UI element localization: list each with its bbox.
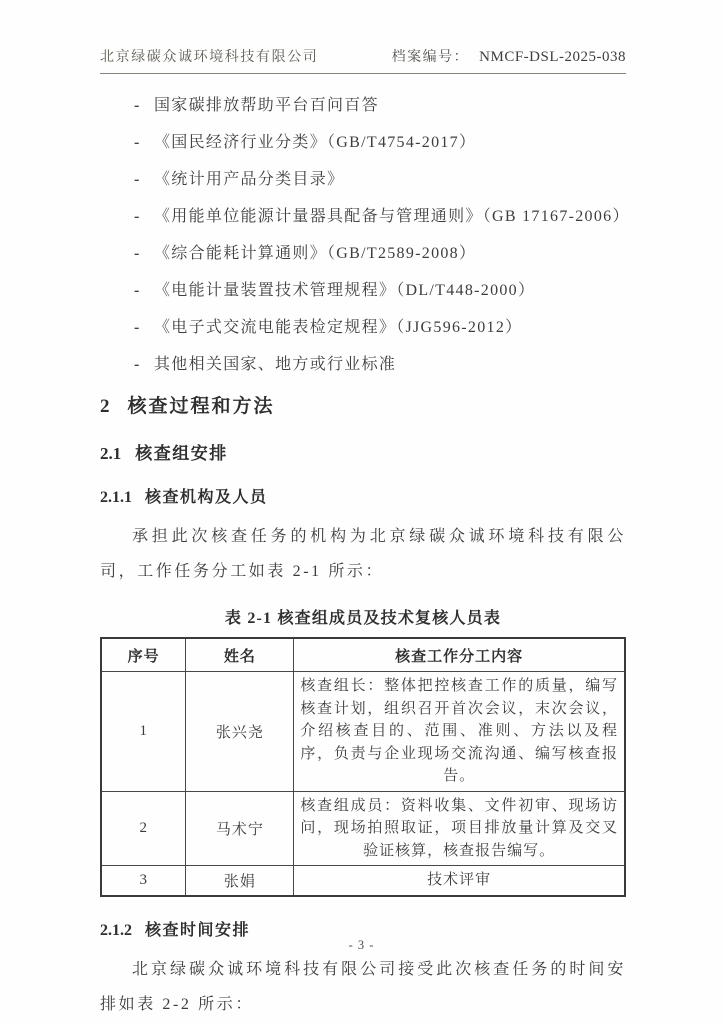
- archive-number: NMCF-DSL-2025-038: [479, 49, 626, 65]
- reference-list: [100, 95, 630, 376]
- section-title: 核查时间安排: [145, 921, 251, 939]
- page-number: - 3 -: [348, 938, 375, 952]
- section-number: 2.1.2: [100, 921, 132, 939]
- header-company-name: 北京绿碳众诚环境科技有限公司: [100, 50, 319, 65]
- table-row: [101, 791, 625, 866]
- section-heading-2-1-1: [100, 484, 626, 507]
- section-title: 核查组安排: [135, 444, 228, 463]
- section-heading-2: [100, 391, 626, 418]
- list-item: [100, 280, 626, 302]
- paragraph-schedule-intro: 北京绿碳众诚环境科技有限公司接受此次核查任务的时间安排如表 2-2 所示：: [100, 960, 626, 1013]
- column-header-no: 序号: [101, 638, 186, 672]
- reference-text: 《国民经济行业分类》（GB/T4754-2017）: [154, 134, 477, 151]
- table-caption: 表 2-1 核查组成员及技术复核人员表: [224, 610, 502, 627]
- list-item: [100, 354, 626, 376]
- list-item: [100, 95, 626, 117]
- cell-no: 1: [101, 672, 186, 792]
- dash-bullet-icon: -: [134, 245, 141, 262]
- dash-bullet-icon: -: [134, 356, 141, 373]
- list-item: [100, 169, 626, 191]
- list-item: [100, 317, 626, 339]
- section-heading-2-1-2: [100, 917, 626, 940]
- cell-name: 张娟: [186, 866, 294, 896]
- table-row: [101, 672, 625, 792]
- cell-duty: 核查组长：整体把控核查工作的质量，编写核查计划，组织召开首次会议，末次会议，介绍核查目的、范围、准则、方法以及程序，负责与企业现场交流沟通、编写核查报告。: [294, 672, 625, 792]
- dash-bullet-icon: -: [134, 171, 141, 188]
- cell-no: 3: [101, 866, 186, 896]
- list-item: [100, 132, 626, 154]
- reference-text: 《综合能耗计算通则》（GB/T2589-2008）: [154, 245, 477, 262]
- list-item: [100, 243, 626, 265]
- list-item: [100, 206, 630, 228]
- column-header-name: 姓名: [186, 638, 294, 672]
- archive-number-block: [392, 46, 626, 66]
- cell-name: 张兴尧: [186, 672, 294, 792]
- section-heading-2-1: [100, 439, 626, 464]
- page-header: [100, 0, 626, 74]
- table-header-row: [101, 638, 625, 672]
- verification-team-table: [100, 637, 626, 897]
- section-number: 2: [100, 396, 110, 417]
- reference-text: 《电子式交流电能表检定规程》（JJG596-2012）: [154, 319, 523, 336]
- reference-text: 《统计用产品分类目录》: [154, 171, 345, 188]
- reference-text: 《用能单位能源计量器具配备与管理通则》（GB 17167-2006）: [154, 208, 630, 225]
- archive-label: 档案编号：: [391, 50, 470, 65]
- dash-bullet-icon: -: [134, 319, 141, 336]
- section-title: 核查机构及人员: [145, 489, 268, 506]
- cell-name: 马术宁: [186, 791, 294, 866]
- dash-bullet-icon: -: [134, 282, 141, 299]
- reference-text: 其他相关国家、地方或行业标准: [154, 356, 397, 373]
- section-number: 2.1.1: [100, 489, 132, 506]
- column-header-duty: 核查工作分工内容: [294, 638, 625, 672]
- dash-bullet-icon: -: [134, 97, 141, 114]
- dash-bullet-icon: -: [134, 134, 141, 151]
- cell-duty: 技术评审: [294, 866, 625, 896]
- dash-bullet-icon: -: [134, 208, 141, 225]
- paragraph-team-intro: 承担此次核查任务的机构为北京绿碳众诚环境科技有限公司，工作任务分工如表 2-1 所示：: [100, 528, 626, 580]
- cell-duty: 核查组成员：资料收集、文件初审、现场访问，现场拍照取证，项目排放量计算及交叉验证核算，核查报告编写。: [294, 791, 625, 866]
- table-row: [101, 866, 625, 896]
- section-number: 2.1: [100, 444, 122, 463]
- section-title: 核查过程和方法: [127, 396, 275, 417]
- reference-text: 《电能计量装置技术管理规程》（DL/T448-2000）: [154, 282, 536, 299]
- cell-no: 2: [101, 791, 186, 866]
- reference-text: 国家碳排放帮助平台百问百答: [154, 97, 379, 114]
